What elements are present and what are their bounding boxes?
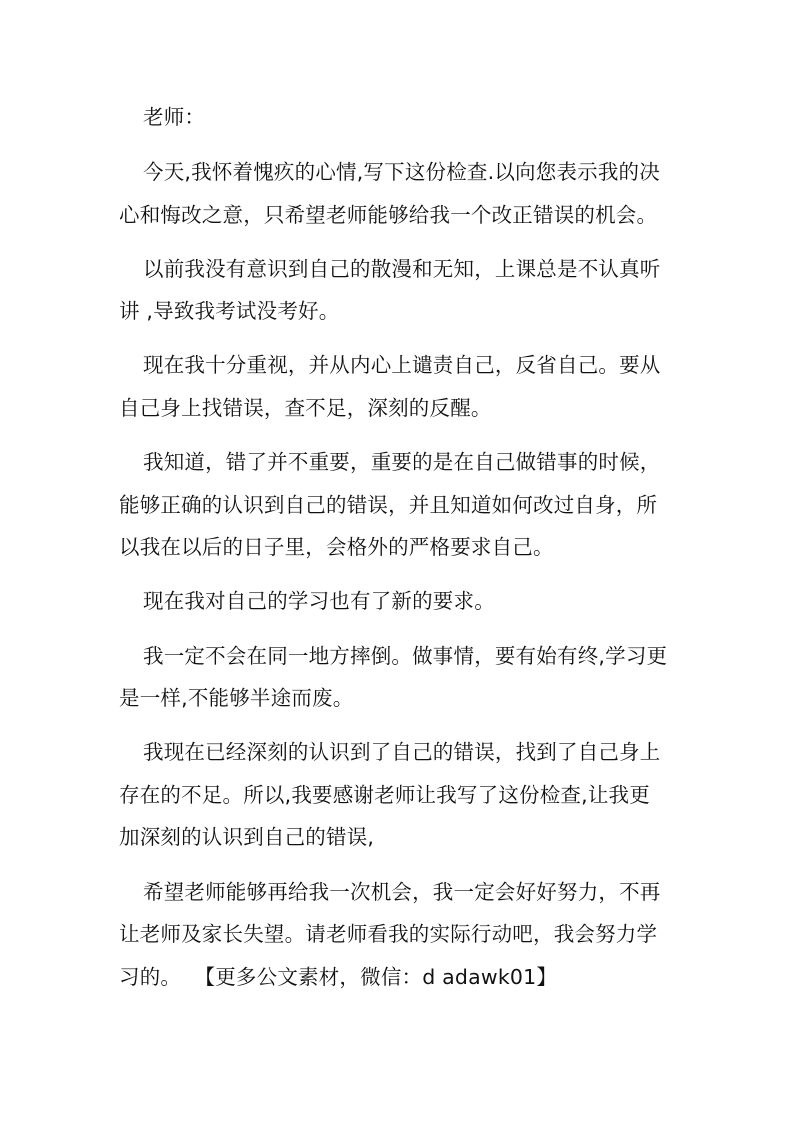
paragraph-6-line-2: 是一样,不能够半途而废。 — [119, 686, 354, 710]
paragraph-2-line-1: 以前我没有意识到自己的散漫和无知，上课总是不认真听 — [143, 257, 661, 281]
paragraph-6-line-1: 我一定不会在同一地方摔倒。做事情，要有始有终,学习更 — [143, 644, 668, 668]
paragraph-1-line-1: 今天,我怀着愧疚的心情,写下这份检查.以向您表示我的决 — [143, 160, 660, 184]
paragraph-3-line-2: 自己身上找错误，查不足，深刻的反醒。 — [119, 396, 492, 420]
paragraph-4-line-1: 我知道，错了并不重要，重要的是在自己做错事的时候， — [143, 450, 661, 474]
paragraph-3-line-1: 现在我十分重视，并从内心上谴责自己，反省自己。要从 — [143, 353, 661, 377]
paragraph-4-line-2: 能够正确的认识到自己的错误，并且知道如何改过自身，所 — [119, 493, 658, 517]
paragraph-1-line-2: 心和悔改之意，只希望老师能够给我一个改正错误的机会。 — [119, 203, 658, 227]
paragraph-8-line-3-with-footer-note: 习的。 【更多公文素材，微信：d adawk01】 — [119, 965, 558, 989]
salutation: 老师： — [143, 105, 206, 129]
paragraph-7-line-3: 加深刻的认识到自己的错误, — [119, 825, 375, 849]
paragraph-7-line-2: 存在的不足。所以,我要感谢老师让我写了这份检查,让我更 — [119, 783, 650, 807]
paragraph-4-line-3: 以我在以后的日子里，会格外的严格要求自己。 — [119, 535, 554, 559]
paragraph-8-line-2: 让老师及家长失望。请老师看我的实际行动吧，我会努力学 — [119, 922, 658, 946]
paragraph-8-line-1: 希望老师能够再给我一次机会，我一定会好好努力，不再 — [143, 880, 661, 904]
paragraph-2-line-2: 讲 ,导致我考试没考好。 — [119, 299, 340, 323]
paragraph-7-line-1: 我现在已经深刻的认识到了自己的错误，找到了自己身上 — [143, 740, 661, 764]
paragraph-5-line-1: 现在我对自己的学习也有了新的要求。 — [143, 589, 495, 613]
